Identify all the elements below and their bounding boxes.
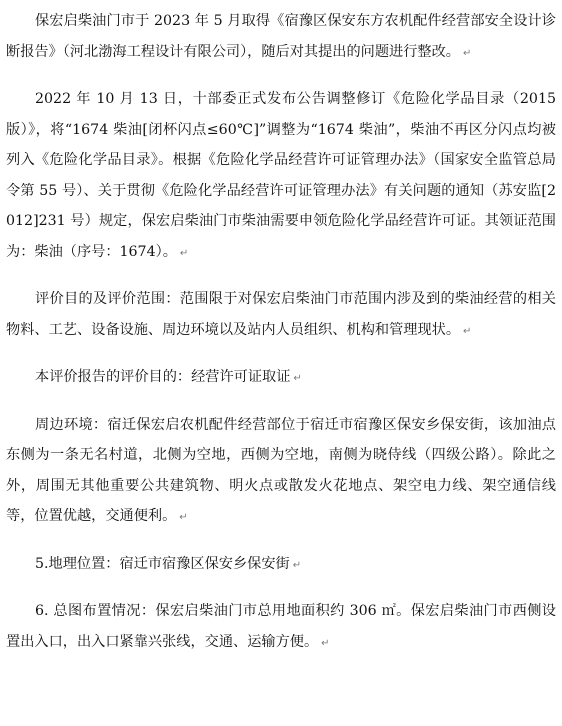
paragraph-text: 评价目的及评价范围：范围限于对保宏启柴油门市范围内涉及到的柴油经营的相关物料、工艺、设备设施、周边环境以及站内人员组织、机构和管理现状。 bbox=[6, 291, 556, 338]
paragraph-mark: ↵ bbox=[179, 512, 188, 523]
paragraph-text: 6. 总图布置情况：保宏启柴油门市总用地面积约 306 ㎡。保宏启柴油门市西侧设置出入口，出入口紧靠兴张线，交通、运输方便。 bbox=[6, 603, 556, 650]
paragraph-text: 2022 年 10 月 13 日，十部委正式发布公告调整修订《危险化学品目录（2015 版）》，将“1674 柴油[闭杯闪点≤60℃]”调整为“1674 柴油”，柴油不再区分闪点均被列入《危险化学品目录》。根据《危险化学品经营许可证管理办法》（国家安全监管总局令第 55 号）、关于贯彻《危险化学品经营许可证管理办法》有关问题的通知（苏安监[2012]231 号）规定，保宏启柴油门市柴油需要申领危险化学品经营许可证。其领证范围为：柴油（序号：1674）。 bbox=[6, 91, 556, 260]
paragraph-mark: ↵ bbox=[292, 559, 302, 571]
paragraph-surroundings bbox=[6, 410, 556, 534]
paragraph-mark: ↵ bbox=[463, 325, 472, 337]
paragraph-text: 周边环境：宿迁保宏启农机配件经营部位于宿迁市宿豫区保安乡保安街，该加油点东侧为一条无名村道，北侧为空地，西侧为空地，南侧为晓侍线（四级公路）。除此之外，周围无其他重要公共建筑物、明火点或散发火花地点、架空电力线、架空通信线等，位置优越，交通便利。 bbox=[6, 416, 556, 524]
paragraph-mark: ↵ bbox=[179, 247, 189, 259]
paragraph-design-report bbox=[6, 6, 556, 69]
paragraph-text: 5.地理位置：宿迁市宿豫区保安乡保安街 bbox=[35, 555, 290, 572]
paragraph-evaluation-scope bbox=[6, 284, 556, 347]
paragraph-site-layout bbox=[6, 596, 556, 659]
paragraph-text: 保宏启柴油门市于 2023 年 5 月取得《宿豫区保安东方农机配件经营部安全设计诊断报告》（河北渤海工程设计有限公司），随后对其提出的问题进行整改。 bbox=[6, 13, 556, 60]
paragraph-mark: ↵ bbox=[463, 47, 472, 59]
paragraph-regulation-background bbox=[6, 84, 556, 269]
paragraph-location bbox=[6, 549, 556, 582]
paragraph-mark: ↵ bbox=[293, 373, 302, 384]
paragraph-evaluation-purpose bbox=[6, 362, 556, 395]
paragraph-text: 本评价报告的评价目的：经营许可证取证 bbox=[35, 369, 291, 385]
paragraph-mark: ↵ bbox=[321, 637, 330, 649]
